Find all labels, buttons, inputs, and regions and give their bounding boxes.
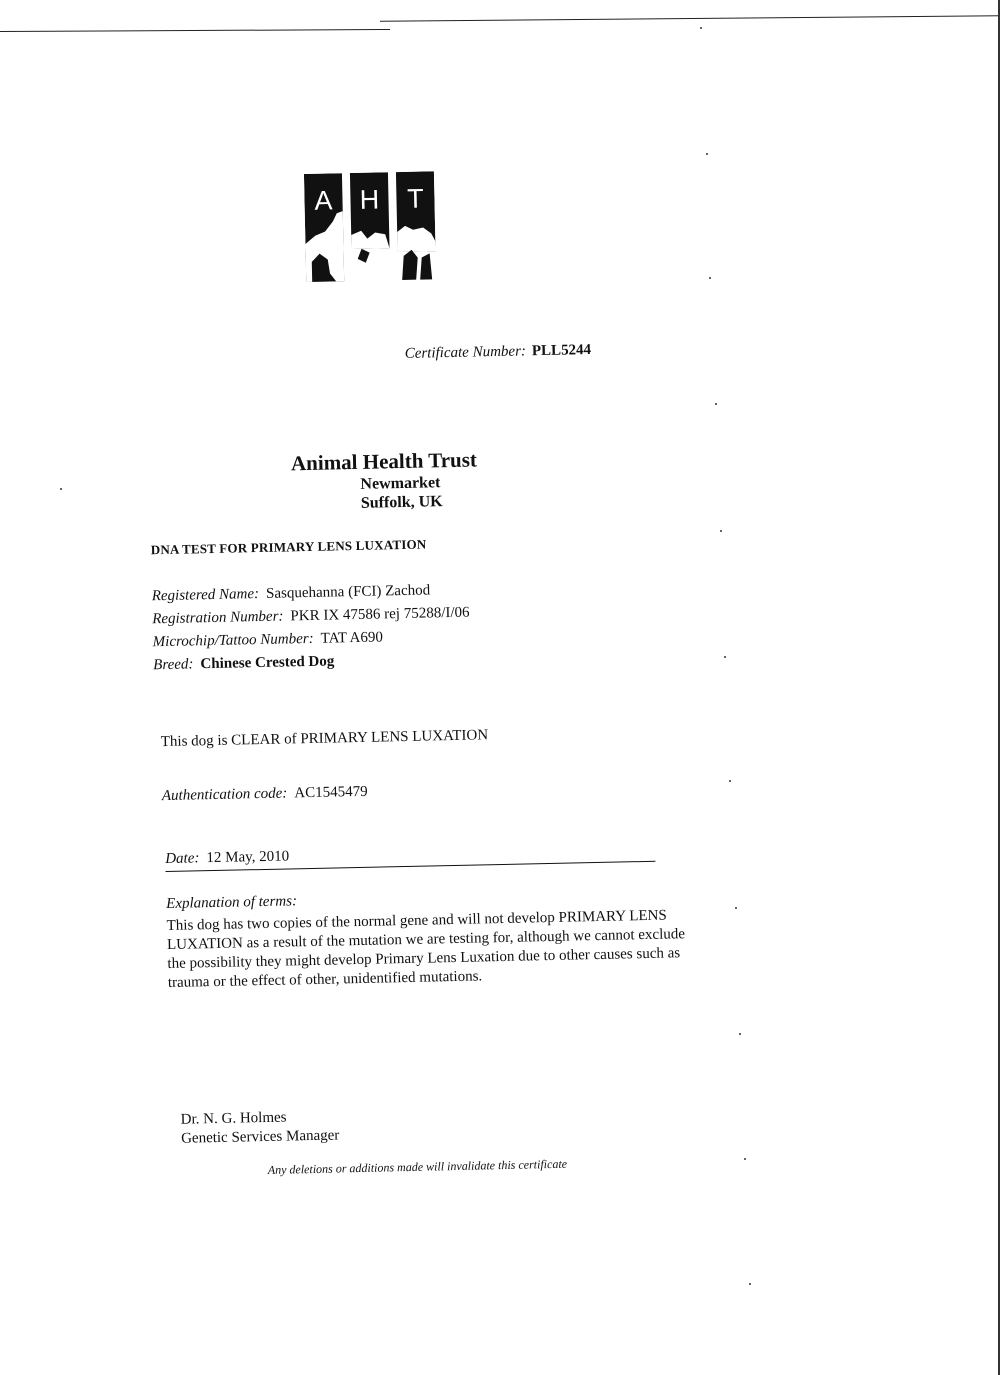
logo-letter-a: A: [314, 185, 333, 216]
signatory-name: Dr. N. G. Holmes: [180, 1109, 287, 1128]
registered-name-row: [152, 582, 431, 605]
registration-number-value: PKR IX 47586 rej 75288/I/06: [290, 604, 470, 625]
authentication-label: Authentication code:: [161, 785, 288, 805]
aht-logo-icon: [304, 171, 436, 284]
breed-value: Chinese Crested Dog: [200, 653, 335, 673]
breed-row: [153, 653, 334, 674]
organization-town: Newmarket: [360, 474, 441, 493]
microchip-row: [153, 629, 384, 651]
explanation-heading: Explanation of terms:: [166, 893, 298, 913]
explanation-body: This dog has two copies of the normal gene and will not develop PRIMARY LENS LUXATION as a result of the mutation we are testing for, although we cannot exclude the possibility they might develop Primary Lens Luxation due to other causes such as trauma or the effect of other, unidentified mutations.: [166, 907, 686, 992]
registration-number-label: Registration Number:: [152, 608, 284, 628]
test-title: DNA TEST FOR PRIMARY LENS LUXATION: [150, 536, 427, 558]
date-value: 12 May, 2010: [206, 848, 290, 867]
registration-number-row: [152, 605, 470, 629]
registered-name-label: Registered Name:: [151, 586, 260, 605]
logo-letter-h: H: [359, 184, 380, 215]
microchip-label: Microchip/Tattoo Number:: [152, 630, 314, 651]
certificate-number: [405, 342, 592, 363]
date-row: [165, 841, 655, 872]
certificate-number-label: Certificate Number:: [404, 343, 527, 362]
logo-letter-t: T: [406, 183, 425, 214]
organization-name: Animal Health Trust: [290, 447, 478, 476]
signatory-title: Genetic Services Manager: [180, 1127, 340, 1147]
certificate-number-value: PLL5244: [531, 342, 592, 360]
organization-county: Suffolk, UK: [360, 493, 443, 512]
registered-name-value: Sasquehanna (FCI) Zachod: [265, 582, 431, 602]
test-result: This dog is CLEAR of PRIMARY LENS LUXATION: [160, 727, 489, 751]
microchip-value: TAT A690: [320, 629, 384, 647]
authentication-value: AC1545479: [294, 783, 368, 802]
footer-note: Any deletions or additions made will invalidate this certificate: [267, 1156, 568, 1177]
authentication-row: [162, 784, 368, 805]
date-label: Date:: [165, 850, 200, 868]
breed-label: Breed:: [153, 656, 194, 674]
